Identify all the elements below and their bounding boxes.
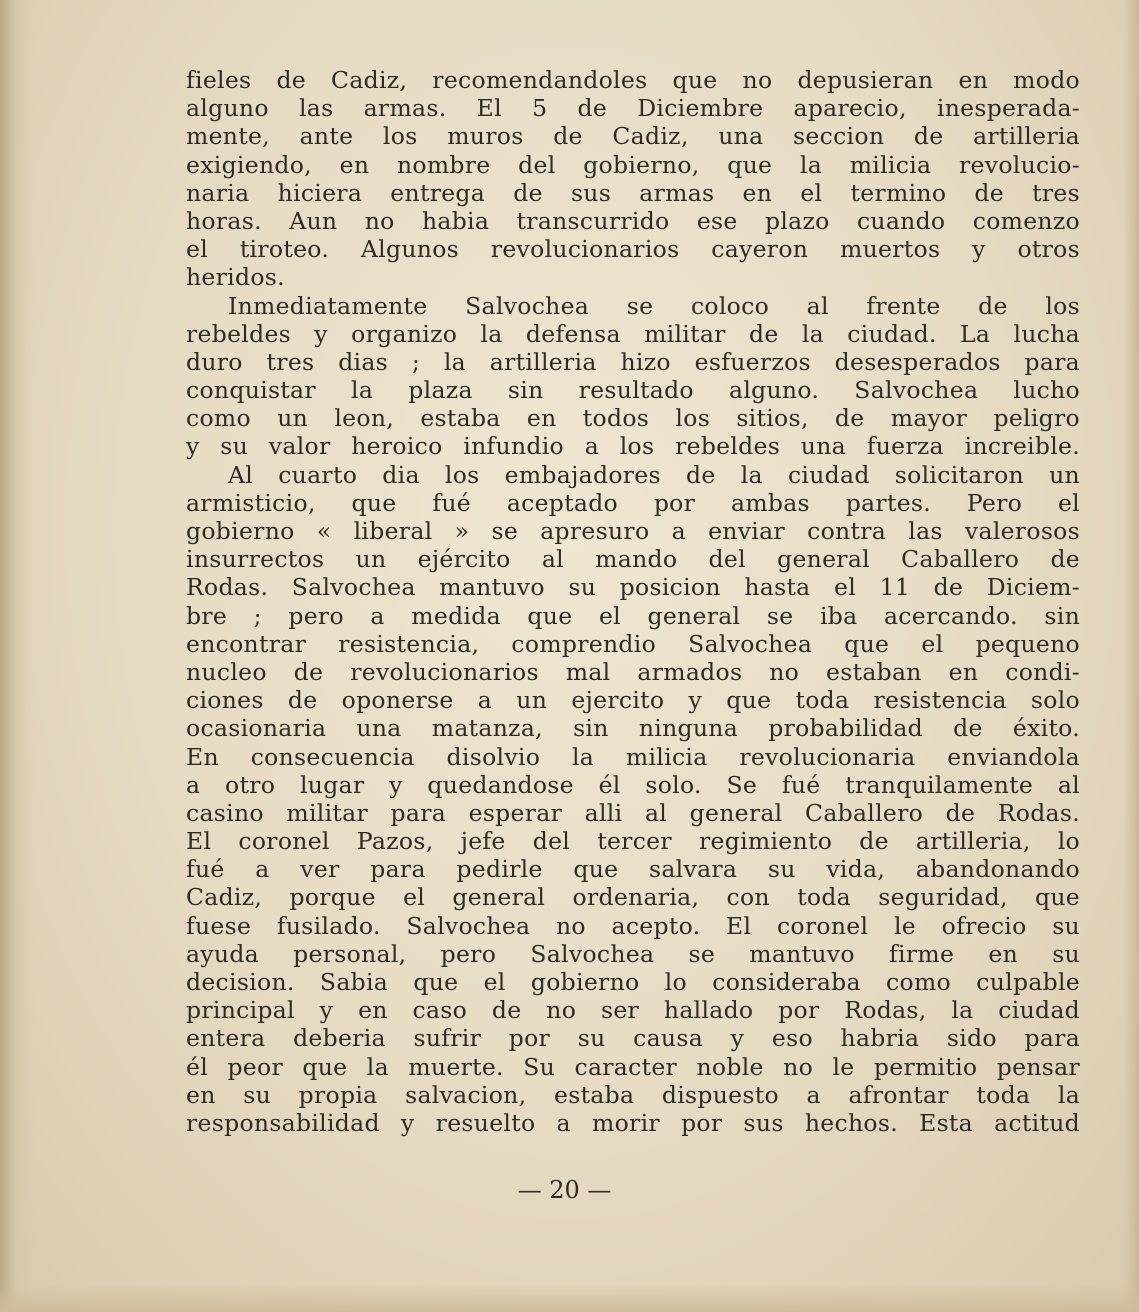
text-line: En consecuencia disolvio la milicia revolucionaria enviandola (186, 742, 1080, 771)
page-edge-right (1123, 0, 1139, 1312)
text-line: gobierno « liberal » se apresuro a enviar contra las valerosos (186, 517, 1080, 545)
text-line: y su valor heroico infundio a los rebeldes una fuerza increible. (186, 432, 1080, 461)
text-line: Cadiz, porque el general ordenaria, con toda seguridad, que (186, 883, 1080, 912)
text-line: armisticio, que fué aceptado por ambas partes. Pero el (186, 488, 1080, 517)
text-line: insurrectos un ejército al mando del general Caballero de (186, 545, 1080, 574)
text-line: bre ; pero a medida que el general se iba acercando. sin (186, 601, 1080, 630)
text-line: nucleo de revolucionarios mal armados no estaban en condi- (186, 657, 1080, 686)
text-line: responsabilidad y resuelto a morir por sus hechos. Esta actitud (186, 1108, 1080, 1137)
text-line: en su propia salvacion, estaba dispuesto a afrontar toda la (186, 1080, 1080, 1109)
text-line: heridos. (186, 263, 285, 292)
page-edge-bottom (0, 1284, 1139, 1312)
text-line: casino militar para esperar alli al general Caballero de Rodas. (186, 798, 1080, 827)
body-text (186, 66, 1080, 1137)
text-line: como un leon, estaba en todos los sitios, de mayor peligro (186, 404, 1080, 433)
text-line: naria hiciera entrega de sus armas en el termino de tres (186, 178, 1080, 207)
text-line: rebeldes y organizo la defensa militar de la ciudad. La lucha (186, 319, 1080, 348)
text-line: decision. Sabia que el gobierno lo consideraba como culpable (186, 968, 1080, 996)
text-line: fué a ver para pedirle que salvara su vida, abandonando (186, 855, 1080, 884)
page-number: — 20 — (517, 1176, 612, 1204)
text-line: él peor que la muerte. Su caracter noble no le permitio pensar (186, 1052, 1080, 1081)
text-line: Inmediatamente Salvochea se coloco al frente de los (228, 291, 1080, 320)
text-line: ocasionaria una matanza, sin ninguna probabilidad de éxito. (186, 714, 1080, 743)
text-line: Rodas. Salvochea mantuvo su posicion hasta el 11 de Diciem- (186, 573, 1080, 602)
spine-shadow (0, 0, 34, 1312)
text-line: ciones de oponerse a un ejercito y que toda resistencia solo (186, 686, 1080, 715)
text-line: fuese fusilado. Salvochea no acepto. El coronel le ofrecio su (186, 911, 1080, 940)
text-line: mente, ante los muros de Cadiz, una seccion de artilleria (186, 122, 1080, 151)
text-line: Al cuarto dia los embajadores de la ciudad solicitaron un (228, 460, 1080, 489)
text-line: ayuda personal, pero Salvochea se mantuvo firme en su (186, 939, 1080, 968)
text-line: encontrar resistencia, comprendio Salvochea que el pequeno (186, 629, 1080, 658)
text-line: el tiroteo. Algunos revolucionarios cayeron muertos y otros (186, 235, 1080, 264)
text-line: conquistar la plaza sin resultado alguno. Salvochea lucho (186, 376, 1080, 405)
text-line: alguno las armas. El 5 de Diciembre aparecio, inesperada- (186, 94, 1080, 123)
text-line: entera deberia sufrir por su causa y eso habria sido para (186, 1024, 1080, 1053)
text-line: horas. Aun no habia transcurrido ese plazo cuando comenzo (186, 206, 1080, 235)
text-line: duro tres dias ; la artilleria hizo esfuerzos desesperados para (186, 347, 1080, 376)
text-line: exigiendo, en nombre del gobierno, que la milicia revolucio- (186, 150, 1080, 179)
text-line: El coronel Pazos, jefe del tercer regimiento de artilleria, lo (186, 827, 1080, 856)
text-line: fieles de Cadiz, recomendandoles que no depusieran en modo (186, 66, 1080, 94)
text-line: a otro lugar y quedandose él solo. Se fué tranquilamente al (186, 770, 1080, 799)
text-line: principal y en caso de no ser hallado por Rodas, la ciudad (186, 996, 1080, 1025)
